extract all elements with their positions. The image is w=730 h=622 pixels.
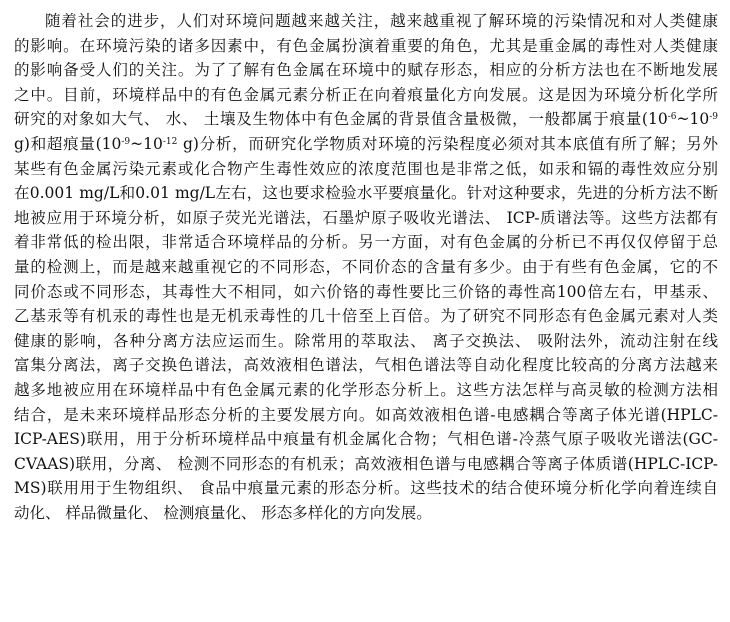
- text-run: 研究的对象如大气、 水、 土壤及生物体中有色金属的背景值含量极微，一般都属于痕量(10: [14, 110, 668, 129]
- text-run: CVAAS)联用，分离、 检测不同形态的有机汞；高效液相色谱与电感耦合等离子体质谱(HPLC-ICP-: [14, 454, 718, 473]
- text-line: [14, 329, 718, 354]
- text-run: 在0.001 mg/L和0.01 mg/L左右，这也要求检验水平要痕量化。针对这种要求，先进的分析方法不断: [14, 184, 718, 203]
- text-run: 同价态或不同形态，其毒性大不相同，如六价铬的毒性要比三价铬的毒性高100倍左右，甲基汞、: [14, 282, 718, 301]
- text-run: 富集分离法，离子交换色谱法，高效液相色谱法，气相色谱法等自动化程度比较高的分离方法越来: [14, 356, 718, 375]
- text-run: ~10: [676, 110, 710, 129]
- text-run: 健康的影响，各种分离方法应运而生。除常用的萃取法、 离子交换法、 吸附法外，流动注射在线: [14, 331, 718, 350]
- text-line: [14, 9, 718, 34]
- text-line: [14, 157, 718, 182]
- text-line: [14, 427, 718, 452]
- text-line: [14, 255, 718, 280]
- text-run: 乙基汞等有机汞的毒性也是无机汞毒性的几十倍至上百倍。为了研究不同形态有色金属元素对人类: [14, 307, 718, 326]
- text-line: [14, 353, 718, 378]
- text-line: [14, 280, 718, 305]
- text-line: [14, 58, 718, 83]
- text-line: [14, 83, 718, 108]
- text-line: [14, 206, 718, 231]
- text-run: 动化、 样品微量化、 检测痕量化、 形态多样化的方向发展。: [14, 503, 432, 522]
- text-run: ICP-AES)联用，用于分析环境样品中痕量有机金属化合物；气相色谱-冷蒸气原子吸收光谱法(GC-: [14, 430, 718, 449]
- text-line: [14, 181, 718, 206]
- text-run: g)和超痕量(10: [14, 134, 122, 153]
- text-run: 地被应用于环境分析，如原子荧光光谱法，石墨炉原子吸收光谱法、 ICP-质谱法等。这些方法都有: [14, 208, 718, 227]
- superscript-exponent: -6: [667, 112, 677, 123]
- text-run: 量的检测上，而是越来越重视它的不同形态，不同价态的含量有多少。由于有些有色金属，它的不: [14, 257, 718, 276]
- superscript-exponent: -9: [709, 112, 718, 123]
- superscript-exponent: -9: [121, 136, 131, 147]
- text-run: 随着社会的进步，人们对环境问题越来越关注，越来越重视了解环境的污染情况和对人类健康: [45, 12, 718, 30]
- text-run: 着非常低的检出限，非常适合环境样品的分析。另一方面，对有色金属的分析已不再仅仅停留于总: [14, 233, 718, 252]
- text-line: [14, 34, 718, 59]
- text-run: 的影响备受人们的关注。为了了解有色金属在环境中的赋存形态，相应的分析方法也在不断地发展: [14, 61, 718, 80]
- text-line: [14, 378, 718, 403]
- text-line: [14, 452, 718, 477]
- text-run: 越多地被应用在环境样品中有色金属元素的化学形态分析上。这些方法怎样与高灵敏的检测方法相: [14, 380, 718, 399]
- text-line: [14, 132, 718, 157]
- text-run: ~10: [130, 134, 163, 153]
- text-run: g)分析，而研究化学物质对环境的污染程度必须对其本底值有所了解；另外: [177, 134, 718, 153]
- text-line: [14, 230, 718, 255]
- text-run: 的影响。在环境污染的诸多因素中，有色金属扮演着重要的角色，尤其是重金属的毒性对人类健康: [14, 36, 718, 55]
- text-line: [14, 501, 718, 526]
- text-run: MS)联用用于生物组织、 食品中痕量元素的形态分析。这些技术的结合使环境分析化学向着连续自: [14, 479, 718, 498]
- text-line: [14, 403, 718, 428]
- text-line: [14, 476, 718, 501]
- text-run: 某些有色金属污染元素或化合物产生毒性效应的浓度范围也是非常之低，如汞和镉的毒性效应分别: [14, 159, 718, 178]
- text-line: [14, 304, 718, 329]
- body-paragraph: [14, 9, 718, 525]
- text-line: [14, 107, 718, 132]
- text-run: 之中。目前，环境样品中的有色金属元素分析正在向着痕量化方向发展。这是因为环境分析化学所: [14, 85, 718, 104]
- text-run: 结合，是未来环境样品形态分析的主要发展方向。如高效液相色谱-电感耦合等离子体光谱(HPLC-: [14, 405, 718, 424]
- superscript-exponent: -12: [162, 136, 178, 147]
